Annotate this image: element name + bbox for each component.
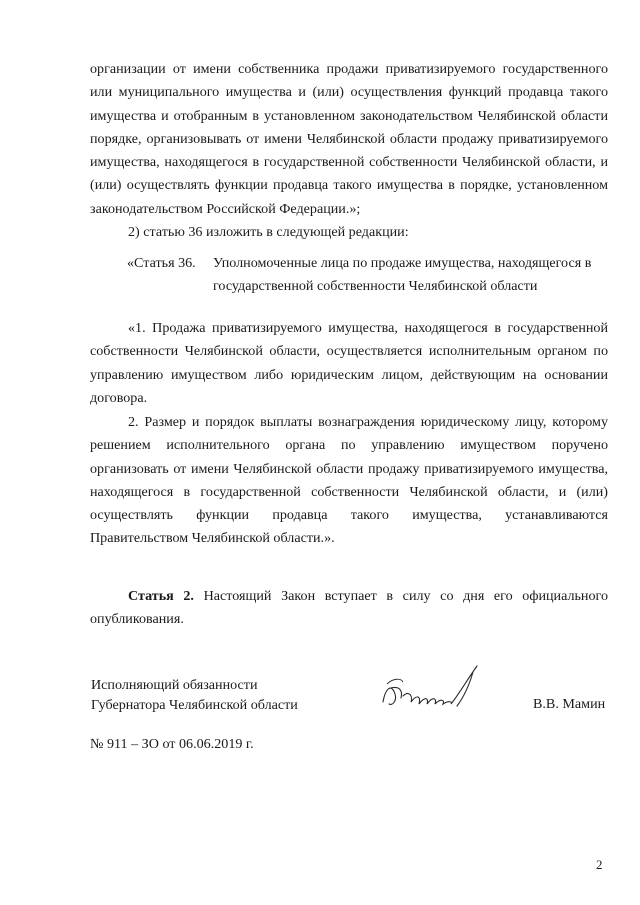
text-line: законодательством Российской Федерации.»; — [90, 200, 361, 217]
law-registration-number: № 911 – ЗО от 06.06.2019 г. — [90, 736, 254, 752]
article-36-label: «Статья 36. — [127, 255, 196, 271]
text-line: имущества и отобранным в установленном законодательством Челябинской области — [90, 107, 608, 124]
page-number: 2 — [596, 857, 603, 872]
text-line: Губернатора Челябинской области — [91, 696, 298, 713]
paragraph-continuation — [90, 58, 608, 221]
text-line: опубликования. — [90, 611, 184, 628]
text-line: (или) осуществлять функции продавца такого имущества в порядке, установленном — [90, 177, 608, 194]
text-line: организовать от имени Челябинской области продажу приватизируемого имущества, — [90, 460, 608, 477]
text-line: организации от имени собственника продажи приватизируемого государственного — [90, 61, 608, 77]
text-line: или муниципального имущества и (или) осуществления функций продавца такого — [90, 84, 608, 101]
text-line: «1. Продажа приватизируемого имущества, находящегося в государственной — [128, 320, 608, 336]
text-line: осуществлять функции продавца такого имущества, устанавливаются — [90, 507, 608, 524]
text-line: управлению имуществом либо юридическим лицом, действующим на основании — [90, 366, 608, 383]
text-line: решением исполнительного органа по управлению имуществом поручено — [90, 437, 608, 454]
text-line: порядке, организовывать от имени Челябинской области продажу приватизируемого — [90, 130, 608, 147]
text-line — [90, 585, 608, 608]
text-line: Правительством Челябинской области.». — [90, 530, 335, 547]
text-line: 2) статью 36 изложить в следующей редакции: — [128, 224, 409, 240]
text-line: Исполняющий обязанности — [91, 677, 258, 693]
text-line: государственной собственности Челябинской области — [213, 278, 538, 295]
text-line: Уполномоченные лица по продаже имущества, находящегося в — [213, 255, 592, 271]
signatory-position — [91, 676, 298, 715]
article-2-label: Статья 2. — [128, 588, 194, 604]
article-36-part-1 — [90, 317, 608, 410]
text-line: договора. — [90, 389, 148, 406]
text-line: находящегося в государственной собственности Челябинской области, и (или) — [90, 483, 608, 500]
handwritten-signature — [373, 660, 493, 720]
amendment-item-2 — [90, 221, 608, 244]
article-2 — [90, 585, 608, 632]
article-36-title — [213, 252, 608, 299]
article-36-part-2 — [90, 411, 608, 551]
signatory-name: В.В. Мамин — [533, 696, 606, 712]
text-line: имущества, находящегося в государственной собственности Челябинской области, и — [90, 154, 608, 171]
text-line: 2. Размер и порядок выплаты вознаграждения юридическому лицу, которому — [128, 414, 608, 430]
text-line: собственности Челябинской области, осуществляется исполнительным органом по — [90, 343, 608, 360]
article-2-text: Настоящий Закон вступает в силу со дня его официального — [203, 588, 608, 604]
